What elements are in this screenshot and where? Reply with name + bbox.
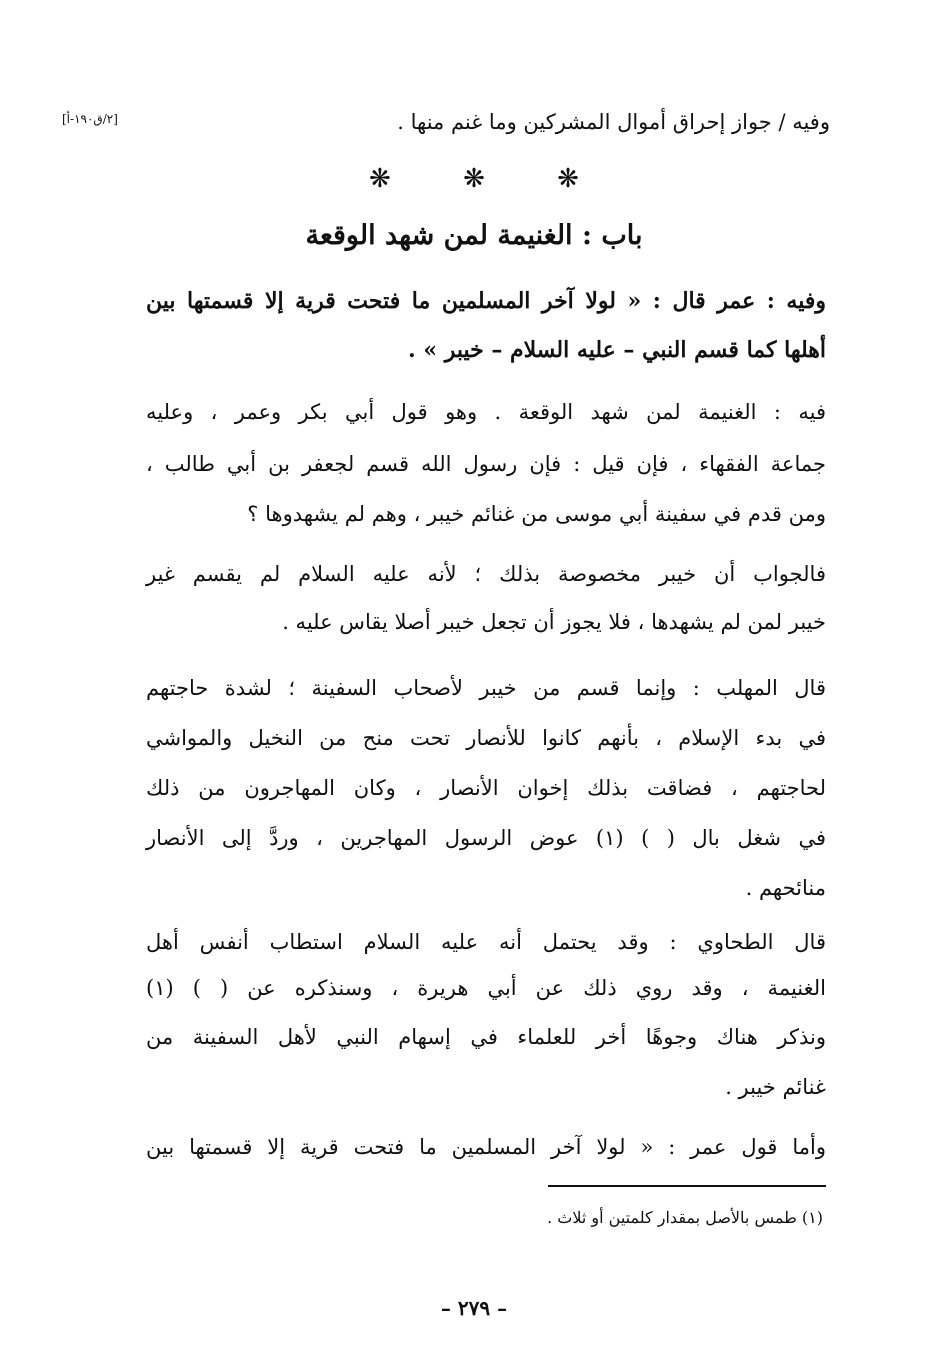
footnote: (١) طمس بالأصل بمقدار كلمتين أو ثلاث . (547, 1208, 823, 1227)
paragraph-line: قال الطحاوي : وقد يحتمل أنه عليه السلام استطاب أنفس أهل (146, 930, 826, 954)
paragraph-line: فالجواب أن خيبر مخصوصة بذلك ؛ لأنه عليه السلام لم يقسم غير (146, 562, 826, 586)
paragraph-line: الغنيمة ، وقد روي ذلك عن أبي هريرة ، وسنذكره عن ( ) (١) (146, 976, 826, 1000)
paragraph-line: في بدء الإسلام ، بأنهم كانوا للأنصار تحت منح من النخيل والمواشي (146, 726, 826, 750)
paragraph-line: خيبر لمن لم يشهدها ، فلا يجوز أن تجعل خيبر أصلا يقاس عليه . (282, 610, 826, 634)
footnote-separator (548, 1185, 826, 1187)
paragraph-line: غنائم خيبر . (725, 1075, 826, 1099)
hadith-line: وفيه : عمر قال : « لولا آخر المسلمين ما فتحت قرية إلا قسمتها بين (146, 288, 826, 314)
paragraph-line: في شغل بال ( ) (١) عوض الرسول المهاجرين ، وردَّ إلى الأنصار (146, 826, 826, 850)
manuscript-reference: [٢/ق١٩٠-أ] (62, 112, 118, 126)
intro-line: وفيه / جواز إحراق أموال المشركين وما غنم منها . (397, 110, 830, 134)
page-number: – ٢٧٩ – (440, 1296, 508, 1320)
paragraph-line: فيه : الغنيمة لمن شهد الوقعة . وهو قول أبي بكر وعمر ، وعليه (146, 400, 827, 424)
ornament-star-icon: ❋ (369, 164, 391, 194)
chapter-title: باب : الغنيمة لمن شهد الوقعة (305, 220, 643, 251)
section-ornament (0, 164, 948, 194)
paragraph-line: قال المهلب : وإنما قسم من خيبر لأصحاب السفينة ؛ لشدة حاجتهم (146, 676, 826, 700)
paragraph-line: وأما قول عمر : « لولا آخر المسلمين ما فتحت قرية إلا قسمتها بين (146, 1135, 826, 1159)
paragraph-line: جماعة الفقهاء ، فإن قيل : فإن رسول الله قسم لجعفر بن أبي طالب ، (146, 452, 826, 476)
ornament-star-icon: ❋ (463, 164, 485, 194)
paragraph-line: ونذكر هناك وجوهًا أخر للعلماء في إسهام النبي لأهل السفينة من (146, 1025, 826, 1049)
paragraph-line: منائحهم . (745, 876, 826, 900)
ornament-star-icon: ❋ (557, 164, 579, 194)
hadith-line: أهلها كما قسم النبي – عليه السلام – خيبر » . (408, 337, 826, 363)
paragraph-line: لحاجتهم ، فضاقت بذلك إخوان الأنصار ، وكان المهاجرون من ذلك (146, 776, 826, 800)
paragraph-line: ومن قدم في سفينة أبي موسى من غنائم خيبر ، وهم لم يشهدوها ؟ (247, 502, 826, 526)
